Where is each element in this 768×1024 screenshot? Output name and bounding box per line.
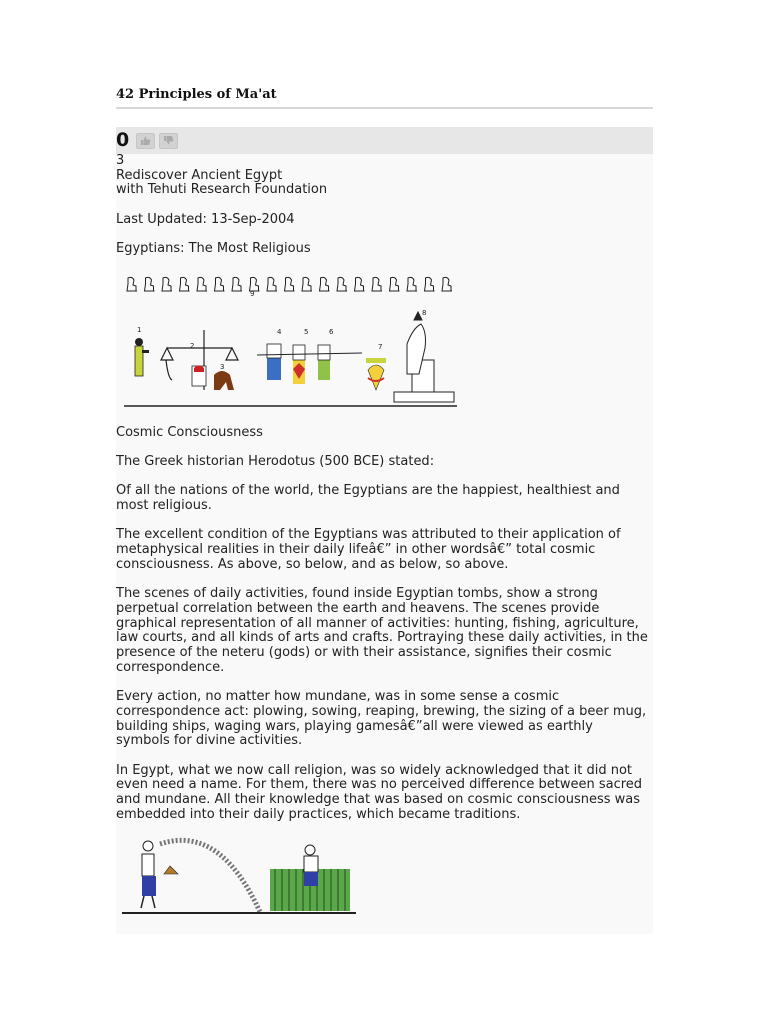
section-subtitle: Egyptians: The Most Religious	[116, 241, 311, 257]
reaper-figure	[304, 845, 318, 886]
figure-label-7: 7	[378, 342, 383, 351]
document-content	[116, 127, 653, 934]
seed-arc	[160, 841, 260, 913]
paragraph-5: Every action, no matter how mundane, was in some sense a cosmic correspondence act: plowing, sowing, reaping, brewing, the sizing of a beer mug, building ships, waging wars, playing gamesâ€”all were viewed as earthly symbols for divine activities.	[116, 689, 647, 749]
judgment-scene-svg	[122, 270, 462, 415]
paragraph-3: The excellent condition of the Egyptians was attributed to their application of metaphysical realities in their daily lifeâ€” in other wordsâ€” total cosmic consciousness. As above, so below, and as below, so above.	[116, 527, 621, 572]
seated-deity-icon	[127, 277, 137, 291]
seated-deity-icon	[425, 277, 435, 291]
intro-line-1: 3	[116, 153, 125, 168]
sowing-scene-svg	[120, 834, 365, 916]
seated-deity-icon	[180, 277, 190, 291]
sowing-scene-illustration	[120, 834, 649, 921]
procession-figures	[257, 344, 362, 384]
document-body	[116, 154, 653, 921]
vote-count: 0	[116, 129, 130, 151]
seated-deity-icon	[355, 277, 365, 291]
seated-deity-icon	[197, 277, 207, 291]
sower-figure	[141, 841, 178, 908]
thumb-down-icon	[163, 136, 174, 145]
seated-deity-icon	[162, 277, 172, 291]
figure-label-8: 8	[422, 308, 427, 317]
seated-deity-icon	[267, 277, 277, 291]
document-title: 42 Principles of Ma'at	[116, 86, 653, 109]
document-page	[116, 86, 653, 934]
seated-deity-icon	[232, 277, 242, 291]
intro-line-2: Rediscover Ancient Egypt	[116, 167, 283, 183]
thumb-down-button[interactable]	[159, 133, 178, 149]
figure-label-1: 1	[137, 325, 142, 334]
seated-deity-icon	[320, 277, 330, 291]
figure-label-4: 4	[277, 327, 282, 336]
last-updated: Last Updated: 13-Sep-2004	[116, 211, 295, 227]
osiris-figure	[394, 312, 454, 402]
paragraph-4: The scenes of daily activities, found inside Egyptian tombs, show a strong perpetual correlation between the earth and heavens. The scenes provide graphical representation of all manner of activities: hunting, fishing, agriculture, law courts, and all kinds of arts and crafts. Portraying these daily activities, in the presence of the neteru (gods) or with their assistance, signifies their cosmic correspondence.	[116, 586, 648, 675]
seated-deity-icon	[337, 277, 347, 291]
judgment-scene-illustration	[122, 270, 649, 420]
rating-toolbar	[116, 127, 653, 154]
ammit-figure	[192, 362, 234, 390]
offering-table	[366, 358, 386, 390]
paragraph-1: The Greek historian Herodotus (500 BCE) stated:	[116, 453, 435, 469]
seated-deity-icon	[372, 277, 382, 291]
figure-label-9: 9	[250, 289, 255, 298]
seated-deity-icon	[285, 277, 295, 291]
paragraph-2: Of all the nations of the world, the Egyptians are the happiest, healthiest and most religious.	[116, 483, 620, 514]
seated-deity-icon	[442, 277, 452, 291]
seated-deity-icon	[215, 277, 225, 291]
maat-figure	[135, 338, 149, 376]
figure-label-6: 6	[329, 327, 334, 336]
seated-deity-icon	[407, 277, 417, 291]
seated-deity-icon	[390, 277, 400, 291]
seated-deity-icon	[145, 277, 155, 291]
figure-label-3: 3	[220, 362, 225, 371]
intro-line-3: with Tehuti Research Foundation	[116, 182, 328, 198]
seated-deity-icon	[302, 277, 312, 291]
thumb-up-button[interactable]	[136, 133, 155, 149]
paragraph-6: In Egypt, what we now call religion, was so widely acknowledged that it did not even need a name. For them, there was no perceived difference between sacred and mundane. All their knowledge that was based on cosmic consciousness was embedded into their daily practices, which became traditions.	[116, 762, 643, 822]
figure-label-5: 5	[304, 327, 309, 336]
thumb-up-icon	[140, 136, 151, 145]
section-heading-cosmic: Cosmic Consciousness	[116, 424, 263, 440]
seated-deity-icon	[250, 277, 260, 291]
figure-label-2: 2	[190, 341, 195, 350]
